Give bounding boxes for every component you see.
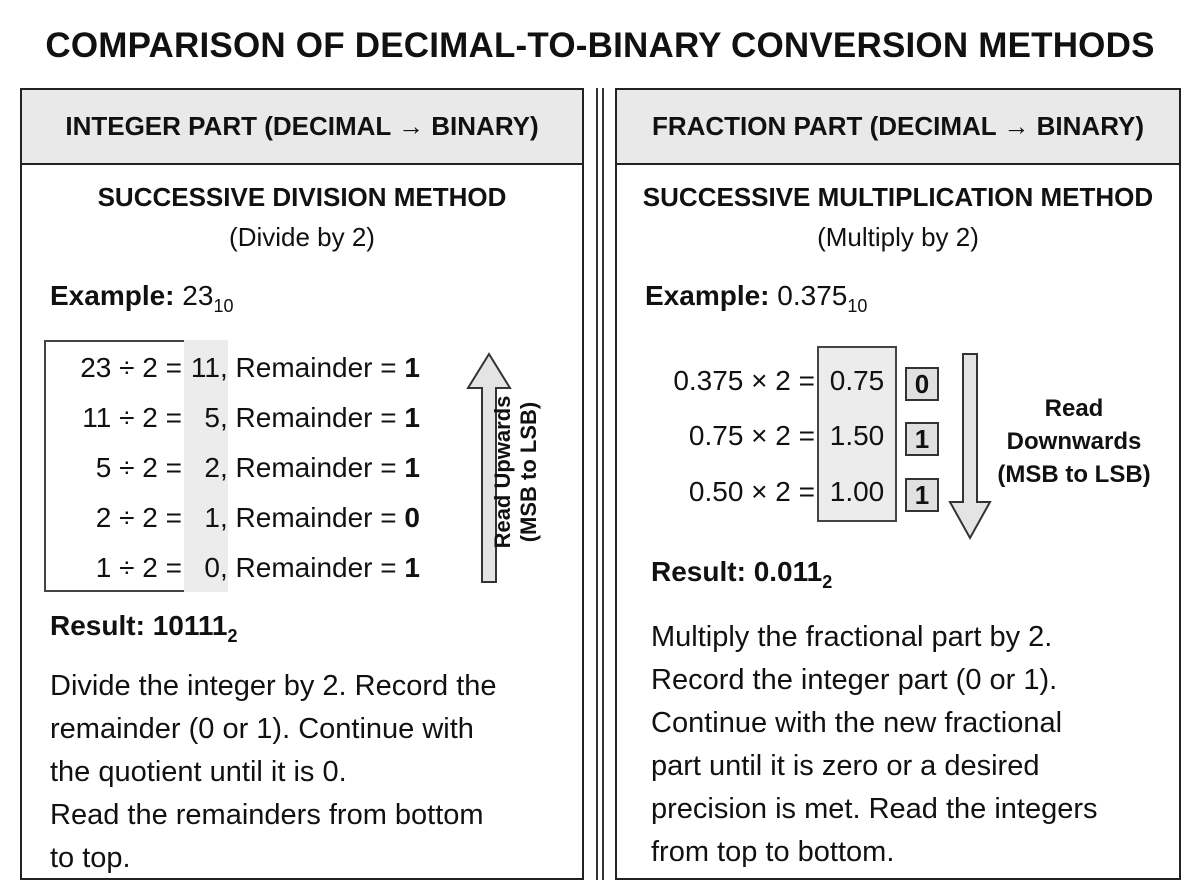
integer-example bbox=[50, 280, 233, 317]
read-upwards-label bbox=[490, 387, 544, 557]
remainder-text: , Remainder = bbox=[220, 352, 405, 383]
result-label: Result: bbox=[50, 610, 145, 641]
fraction-panel-header: FRACTION PART (DECIMAL → BINARY) bbox=[617, 90, 1179, 165]
product-value: 0.75 bbox=[829, 365, 885, 396]
fraction-example bbox=[645, 280, 867, 317]
result-base: 2 bbox=[822, 572, 833, 592]
division-step-row bbox=[52, 352, 420, 384]
result-value: 10111 bbox=[152, 610, 228, 641]
description-line: remainder (0 or 1). Continue with bbox=[50, 713, 474, 745]
fraction-method-subtitle: (Multiply by 2) bbox=[817, 222, 979, 252]
fraction-description bbox=[651, 616, 1098, 874]
description-line: precision is met. Read the integers bbox=[651, 793, 1098, 825]
integer-method-title: SUCCESSIVE DIVISION METHOD bbox=[97, 182, 507, 212]
example-label: Example: bbox=[50, 280, 175, 311]
multiplication-step-row bbox=[647, 365, 895, 397]
division-expression: 2 ÷ 2 = bbox=[95, 502, 182, 533]
quotient-value: 11 bbox=[190, 352, 220, 383]
division-step-row bbox=[52, 502, 420, 534]
remainder-value: 1 bbox=[404, 552, 420, 583]
example-label: Example: bbox=[645, 280, 770, 311]
quotient-value: 1 bbox=[204, 502, 220, 533]
integer-method-subtitle: (Divide by 2) bbox=[229, 222, 375, 252]
division-expression: 23 ÷ 2 = bbox=[80, 352, 182, 383]
remainder-value: 0 bbox=[404, 502, 420, 533]
description-line: Record the integer part (0 or 1). bbox=[651, 664, 1058, 696]
description-line: Divide the integer by 2. Record the bbox=[50, 670, 497, 702]
example-base: 10 bbox=[213, 296, 234, 316]
remainder-value: 1 bbox=[404, 452, 420, 483]
division-step-row bbox=[52, 452, 420, 484]
integer-panel-header: INTEGER PART (DECIMAL → BINARY) bbox=[22, 90, 582, 165]
panel-divider bbox=[596, 88, 598, 880]
division-expression: 5 ÷ 2 = bbox=[95, 452, 182, 483]
description-line: Read the remainders from bottom bbox=[50, 799, 484, 831]
description-line: the quotient until it is 0. bbox=[50, 756, 347, 788]
example-value: 23 bbox=[182, 280, 214, 311]
integer-bit-box: 1 bbox=[905, 478, 939, 512]
read-downwards-label bbox=[989, 392, 1159, 491]
integer-bit-box: 0 bbox=[905, 367, 939, 401]
remainder-value: 1 bbox=[404, 352, 420, 383]
read-downwards-line3: (MSB to LSB) bbox=[997, 461, 1151, 488]
division-expression: 11 ÷ 2 = bbox=[82, 402, 182, 433]
description-line: Continue with the new fractional bbox=[651, 707, 1063, 739]
panel-divider bbox=[602, 88, 604, 880]
example-base: 10 bbox=[847, 296, 868, 316]
multiplication-step-row bbox=[647, 476, 895, 508]
division-expression: 1 ÷ 2 = bbox=[95, 552, 182, 583]
description-line: part until it is zero or a desired bbox=[651, 750, 1040, 782]
multiplication-expression: 0.375 × 2 = bbox=[673, 365, 815, 396]
integer-result bbox=[50, 610, 237, 647]
quotient-value: 5 bbox=[204, 402, 220, 433]
description-line: Multiply the fractional part by 2. bbox=[651, 621, 1053, 653]
result-value: 0.011 bbox=[753, 556, 823, 587]
arrow-down-icon bbox=[947, 352, 993, 542]
integer-panel bbox=[20, 88, 584, 880]
read-upwards-line1: Read Upwards bbox=[490, 395, 515, 549]
result-label: Result: bbox=[651, 556, 746, 587]
quotient-value: 0 bbox=[204, 552, 220, 583]
integer-description bbox=[50, 665, 497, 880]
division-step-row bbox=[52, 402, 420, 434]
remainder-text: , Remainder = bbox=[220, 502, 405, 533]
division-step-row bbox=[52, 552, 420, 584]
fraction-method-title: SUCCESSIVE MULTIPLICATION METHOD bbox=[642, 182, 1154, 212]
example-value: 0.375 bbox=[777, 280, 848, 311]
product-value: 1.00 bbox=[829, 476, 885, 507]
integer-bit-box: 1 bbox=[905, 422, 939, 456]
read-downwards-line2: Downwards bbox=[1006, 428, 1142, 455]
read-upwards-line2: (MSB to LSB) bbox=[516, 401, 541, 543]
result-base: 2 bbox=[227, 626, 238, 646]
multiplication-step-row bbox=[647, 420, 895, 452]
product-value: 1.50 bbox=[829, 420, 885, 451]
description-line: from top to bottom. bbox=[651, 836, 895, 868]
remainder-text: , Remainder = bbox=[220, 552, 405, 583]
remainder-text: , Remainder = bbox=[220, 402, 405, 433]
remainder-value: 1 bbox=[404, 402, 420, 433]
read-downwards-line1: Read bbox=[1044, 395, 1104, 422]
page-title: COMPARISON OF DECIMAL-TO-BINARY CONVERSION METHODS bbox=[45, 26, 1155, 65]
quotient-value: 2 bbox=[204, 452, 220, 483]
multiplication-expression: 0.75 × 2 = bbox=[688, 420, 815, 451]
description-line: to top. bbox=[50, 842, 131, 874]
fraction-result bbox=[651, 556, 832, 593]
multiplication-expression: 0.50 × 2 = bbox=[688, 476, 815, 507]
fraction-panel bbox=[615, 88, 1181, 880]
remainder-text: , Remainder = bbox=[220, 452, 405, 483]
